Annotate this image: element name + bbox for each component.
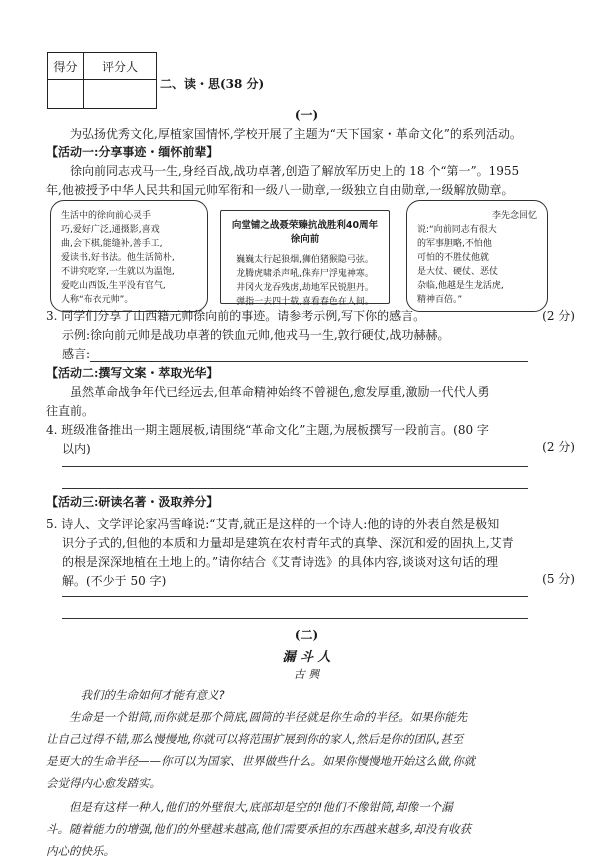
q3-score: (2 分) — [542, 309, 575, 323]
card-quote-line: 是大仗、硬仗、恶仗 — [417, 267, 499, 277]
card-life-line: 爱读书,好书法。他生活简朴, — [61, 253, 175, 263]
grader-cell[interactable] — [84, 80, 157, 109]
card-quote-line: 可怕的不胜仗他就 — [417, 253, 490, 263]
card-quote-line: 杂临,他越是生龙活虎, — [417, 281, 504, 291]
essay-p3-line-2: 斗。随着能力的增强,他们的外壁越来越高,他们需要承担的东西越来越多,却没有收获 — [46, 822, 471, 836]
section-title: 二、读・思(38 分) — [160, 77, 265, 91]
grader-header: 评分人 — [84, 53, 157, 80]
card-poem-author: 徐向前 — [290, 234, 320, 245]
card-life-line: 人称“布衣元帅”。 — [61, 295, 134, 305]
card-poem — [220, 210, 390, 307]
card-poem-title — [231, 219, 379, 247]
card-quote-line: 李先念回忆 — [491, 211, 537, 221]
card-poem-line: 龙腾虎啸杀声吼,侏弃尸浮鬼神寒。 — [236, 269, 374, 279]
q4-answer-line-2[interactable] — [62, 488, 528, 489]
card-life-line: 生活中的徐向前心灵手 — [61, 211, 152, 221]
q5-answer-line-2[interactable] — [62, 618, 528, 619]
q5-line-4: 解。(不少于 50 字) — [62, 574, 167, 588]
card-poem-line: 井冈火龙吞残虏,劫地军民锐胆丹。 — [236, 283, 374, 293]
q5-answer-line-1[interactable] — [62, 596, 528, 597]
activity2-text-1: 虽然革命战争年代已经远去,但革命精神始终不曾褪色,愈发厚重,激励一代代人勇 — [70, 385, 490, 399]
intro-text: 为弘扬优秀文化,厚植家国情怀,学校开展了主题为“天下国家・革命文化”的系列活动。 — [70, 127, 522, 141]
q5-line-2: 识分子式的,但他的本质和力量却是建筑在农村青年式的真挚、深沉和爱的固执上,艾青 — [62, 536, 514, 550]
card-poem-line: 弹指一去四十载,喜看春色在人间。 — [236, 297, 374, 307]
part1-label: (一) — [294, 108, 319, 122]
q5-line-1: 5. 诗人、文学评论家冯雪峰说:“艾青,就正是这样的一个诗人:他的诗的外表自然是极知 — [46, 517, 500, 531]
essay-p3-line-1: 但是有这样一种人,他们的外壁很大,底部却是空的!他们不像钳筒,却像一个漏 — [69, 800, 453, 814]
score-cell[interactable] — [48, 80, 84, 109]
essay-p3-line-3: 内心的快乐。 — [46, 844, 115, 858]
q3-text: 3. 同学们分享了山西籍元帅徐向前的事迹。请参考示例,写下你的感言。 — [46, 309, 426, 323]
q4-text: 4. 班级准备推出一期主题展板,请围绕“革命文化”主题,为展板撰写一段前言。(80 字 — [46, 423, 489, 437]
activity3-title: 【活动三:研读名著・汲取养分】 — [46, 495, 219, 509]
card-life-line: 不讲究吃穿,一生就以为温饱, — [61, 267, 175, 277]
card-life-line: 爱吃山西饭,生平没有官气, — [61, 281, 166, 291]
card-life-line: 曲,会下棋,能缝补,善手工, — [61, 239, 163, 249]
activity1-title: 【活动一:分享事迹・缅怀前辈】 — [46, 145, 219, 159]
card-life-line: 巧,爱好广泛,通摄影,喜戏 — [61, 225, 160, 235]
essay-p2-line-3: 是更大的生命半径——你可以为国家、世界做些什么。如果你慢慢地开始这么做,你就 — [46, 754, 476, 768]
card-quote-line: 的军事胆略,不怕他 — [417, 239, 492, 249]
q5-score: (5 分) — [542, 572, 575, 586]
card-quote-line: 说:“向前同志有很大 — [417, 225, 497, 235]
card-poem-title-line: 向堂铺之战聂荣臻抗战胜利40周年 — [231, 220, 379, 231]
score-header: 得分 — [48, 53, 84, 80]
card-poem-line: 巍巍太行起狼烟,狮伯猪猴隐弓弦。 — [236, 255, 374, 265]
essay-p2-line-1: 生命是一个钳筒,而你就是那个筒底,圆筒的半径就是你生命的半径。如果你能先 — [69, 710, 468, 724]
activity1-text-2: 年,他被授予中华人民共和国元帅军衔和一级八一勋章,一级独立自由勋章,一级解放勋章。 — [46, 183, 514, 197]
q3-example: 示例:徐向前元帅是战功卓著的铁血元帅,他戎马一生,敦行硬仗,战功赫赫。 — [62, 328, 450, 342]
q4-answer-line-1[interactable] — [62, 466, 528, 467]
part2-label: (二) — [294, 628, 319, 642]
activity2-title: 【活动二:撰写文案・萃取光华】 — [46, 366, 219, 380]
q5-line-3: 的根是深深地植在土地上的。”请你结合《艾青诗选》的具体内容,谈谈对这句话的理 — [62, 555, 498, 569]
card-quote-line: 精神百倍。” — [417, 295, 463, 305]
q3-answer-label: 感言: — [62, 347, 91, 361]
activity1-text-1: 徐向前同志戎马一生,身经百战,战功卓著,创造了解放军历史上的 18 个“第一”。1955 — [70, 164, 520, 178]
q3-answer-line[interactable] — [90, 361, 528, 362]
essay-p2-line-2: 让自己过得不错,那么慢慢地,你就可以将范围扩展到你的家人,然后是你的团队,甚至 — [46, 732, 464, 746]
q4-text-2: 以内) — [62, 442, 91, 456]
card-quote — [406, 200, 548, 312]
essay-author: 古 興 — [293, 668, 320, 681]
essay-title: 漏 斗 人 — [282, 650, 331, 665]
card-life — [50, 200, 208, 312]
q4-score: (2 分) — [542, 440, 575, 454]
score-table — [47, 52, 157, 109]
essay-paragraph-1: 我们的生命如何才能有意义? — [80, 688, 225, 702]
essay-p2-line-4: 会觉得内心愈发踏实。 — [46, 776, 161, 790]
activity2-text-2: 往直前。 — [46, 404, 95, 418]
